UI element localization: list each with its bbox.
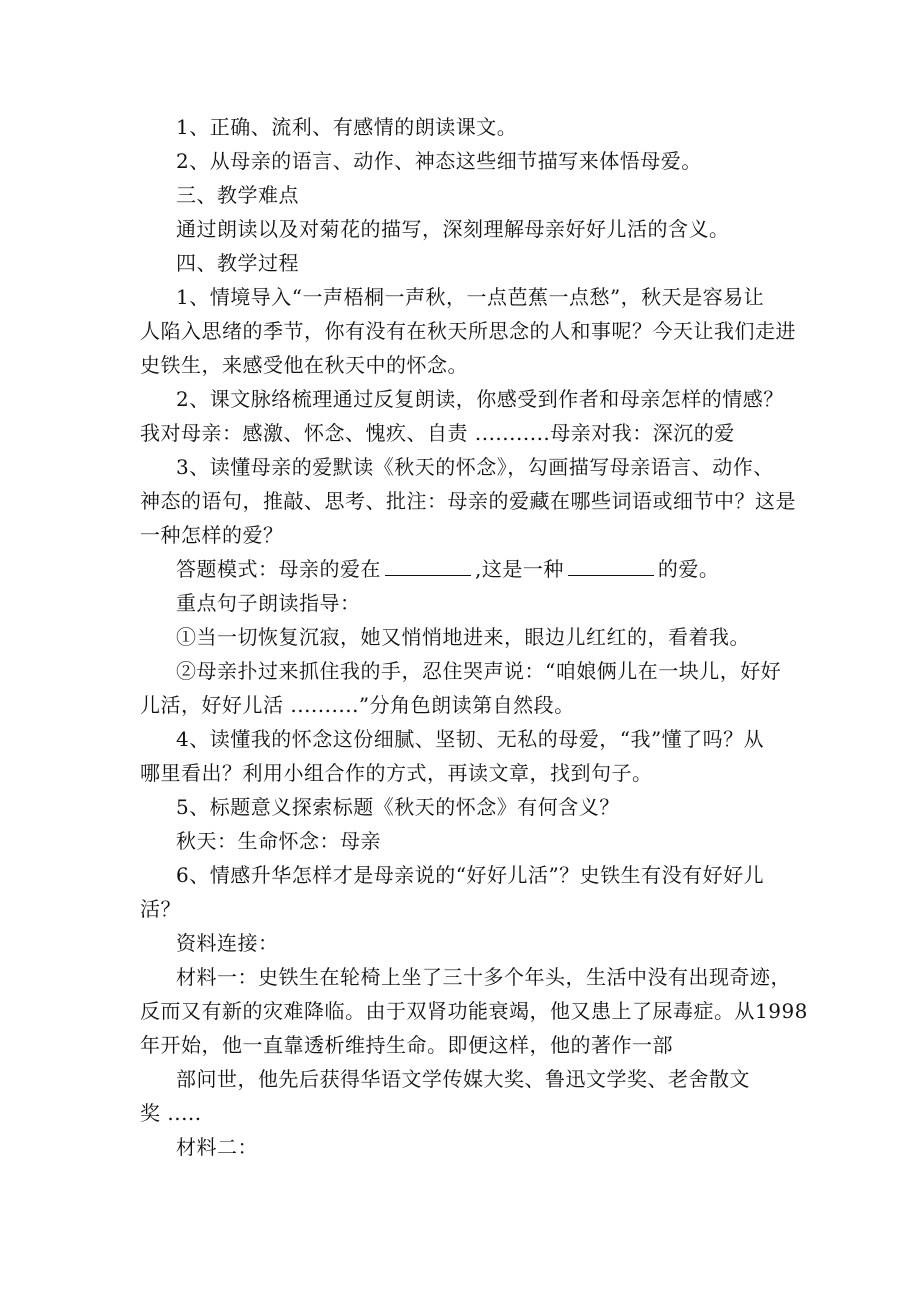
text-line: 材料二： [176, 1135, 258, 1159]
text-line: 材料一：史铁生在轮椅上坐了三十多个年头，生活中没有出现奇迹， [176, 965, 791, 989]
text-line: 秋天：生命怀念：母亲 [176, 829, 381, 853]
text-line: 4、读懂我的怀念这份细腻、坚韧、无私的母爱，“我”懂了吗？从 [176, 727, 765, 751]
answer-blank [385, 553, 471, 576]
text-line: 我对母亲：感激、怀念、愧疚、自责 ...........母亲对我：深沉的爱 [140, 421, 735, 445]
text-line: ②母亲扑过来抓住我的手，忍住哭声说：“咱娘俩儿在一块儿，好好 [176, 659, 782, 683]
text-line: 哪里看出？利用小组合作的方式，再读文章，找到句子。 [140, 761, 653, 785]
text-line: 3、读懂母亲的爱默读《秋天的怀念》，勾画描写母亲语言、动作、 [176, 455, 774, 479]
text-line: 反而又有新的灾难降临。由于双肾功能衰竭，他又患上了尿毒症。从1998 [140, 999, 808, 1023]
text-line: 通过朗读以及对菊花的描写，深刻理解母亲好好儿活的含义。 [176, 217, 730, 241]
text-line: 年开始，他一直靠透析维持生命。即便这样，他的著作一部 [140, 1033, 673, 1057]
text-line: 一种怎样的爱？ [140, 523, 284, 547]
document-body [140, 110, 808, 1164]
text-line: 人陷入思绪的季节，你有没有在秋天所思念的人和事呢？今天让我们走进 [140, 319, 796, 343]
text-line: 2、从母亲的语言、动作、神态这些细节描写来体悟母爱。 [176, 149, 702, 173]
text-line: 1、情境导入“一声梧桐一声秋，一点芭蕉一点愁”，秋天是容易让 [176, 285, 765, 309]
text-line: 神态的语句，推敲、思考、批注：母亲的爱藏在哪些词语或细节中？这是 [140, 489, 796, 513]
answer-blank [568, 553, 654, 576]
text-line: 奖 ..... [140, 1101, 202, 1125]
text-line: 史铁生，来感受他在秋天中的怀念。 [140, 353, 468, 377]
text-line: 5、标题意义探索标题《秋天的怀念》有何含义？ [176, 795, 620, 819]
text-line: ①当一切恢复沉寂，她又悄悄地进来，眼边儿红红的，看着我。 [176, 625, 750, 649]
answer-template-part1: 答题模式：母亲的爱在 [176, 557, 381, 581]
text-line: 重点句子朗读指导： [176, 591, 361, 615]
text-line: 6、情感升华怎样才是母亲说的“好好儿活”？史铁生有没有好好儿 [176, 863, 765, 887]
text-line: 儿活，好好儿活 ..........”分角色朗读第自然段。 [140, 693, 575, 717]
answer-template-part2: ,这是一种 [475, 557, 564, 581]
text-line: 三、教学难点 [176, 183, 299, 207]
text-line: 活？ [140, 897, 181, 921]
text-line: 1、正确、流利、有感情的朗读课文。 [176, 115, 518, 139]
answer-template-part3: 的爱。 [657, 557, 720, 581]
text-line: 四、教学过程 [176, 251, 299, 275]
text-line: 资料连接： [176, 931, 279, 955]
text-line: 部问世，他先后获得华语文学传媒大奖、鲁迅文学奖、老舍散文 [176, 1067, 750, 1091]
answer-template-line [140, 552, 790, 586]
text-line: 2、课文脉络梳理通过反复朗读，你感受到作者和母亲怎样的情感？ [176, 387, 784, 411]
